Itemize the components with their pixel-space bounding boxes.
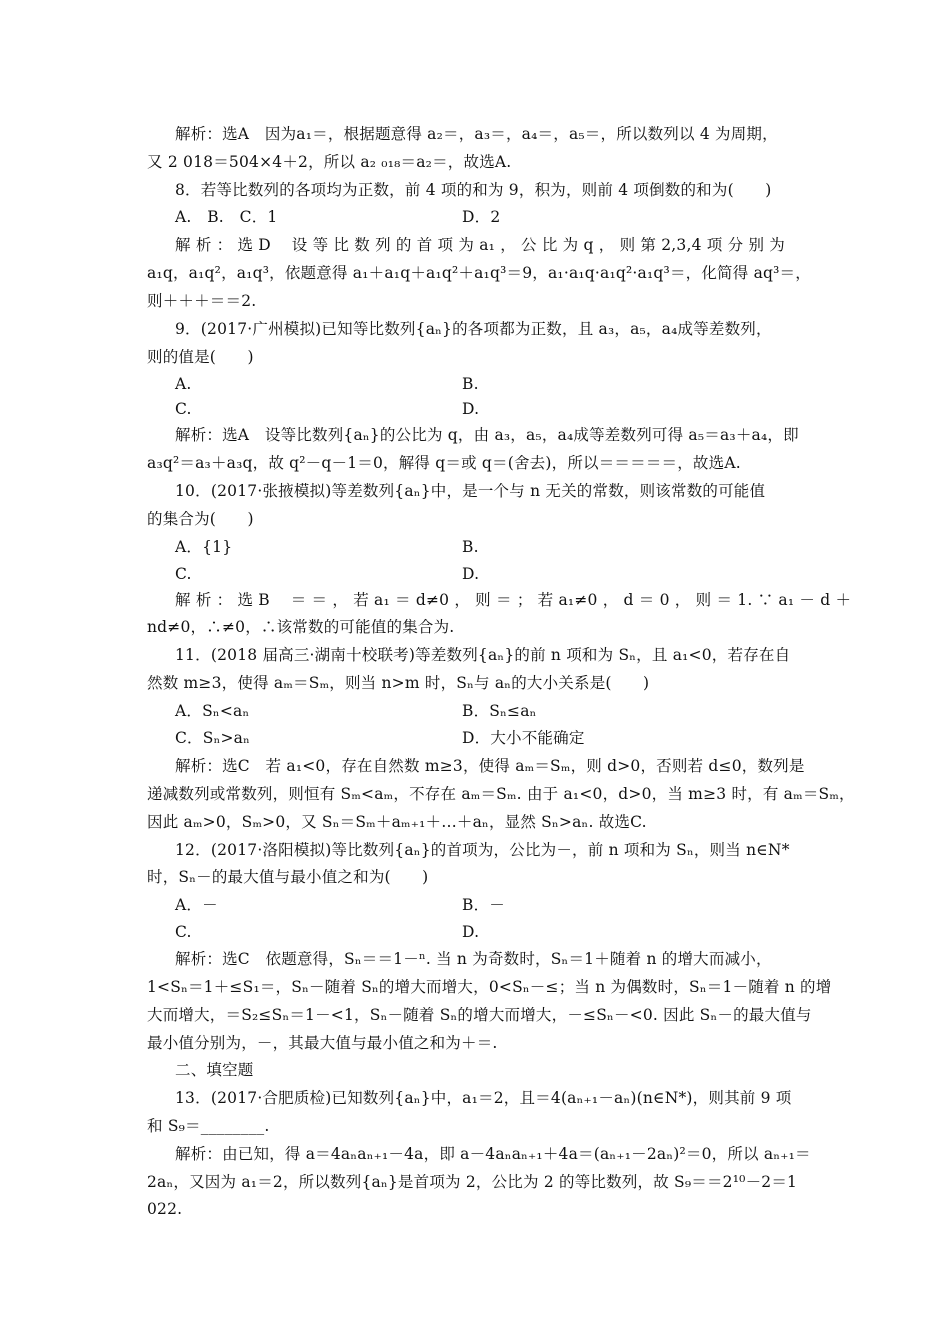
option-c: C.: [175, 923, 192, 941]
text-line: 1<Sₙ＝1＋≤S₁＝，Sₙ－随着 Sₙ的增大而增大，0<Sₙ－≤；当 n 为偶数时，Sₙ＝1－随着 n 的增: [147, 978, 832, 996]
text-line: a₃q²＝a₃＋a₃q，故 q²－q－1＝0，解得 q＝或 q＝(舍去)，所以＝＝＝＝＝，故选A.: [147, 454, 741, 472]
text-line: 10．(2017·张掖模拟)等差数列{aₙ}中，是一个与 n 无关的常数，则该常数的可能值: [175, 482, 766, 500]
option-b: B．－: [462, 896, 505, 914]
option-a: A.: [175, 375, 192, 393]
option-c: C．Sₙ>aₙ: [175, 729, 251, 747]
text-line: 9．(2017·广州模拟)已知等比数列{aₙ}的各项都为正数，且 a₃，a₅，a₄成等差数列，: [175, 320, 772, 338]
option-a: A．Sₙ<aₙ: [175, 702, 250, 720]
option-d: D.: [462, 400, 480, 418]
text-line: 因此 aₘ>0，Sₘ>0，又 Sₙ＝Sₘ＋aₘ₊₁＋…＋aₙ，显然 Sₙ>aₙ. 故选C.: [147, 813, 647, 831]
text-line: nd≠0，∴≠0，∴该常数的可能值的集合为.: [147, 618, 455, 636]
option-d: D.: [462, 923, 480, 941]
text-line: 13．(2017·合肥质检)已知数列{aₙ}中，a₁＝2，且＝4(aₙ₊₁－aₙ)(n∈N*)，则其前 9 项: [175, 1089, 792, 1107]
text-line: 11．(2018 届高三·湖南十校联考)等差数列{aₙ}的前 n 项和为 Sₙ，且 a₁<0，若存在自: [175, 646, 791, 664]
option-d: D．大小不能确定: [462, 729, 585, 747]
text-line: 解析：选C 依题意得，Sₙ＝＝1－ⁿ. 当 n 为奇数时，Sₙ＝1＋随着 n 的增大而减小，: [175, 950, 772, 968]
text-line: 的集合为( ): [147, 510, 254, 528]
option-c: C.: [175, 400, 192, 418]
text-line: 递减数列或常数列，则恒有 Sₘ<aₘ，不存在 aₘ＝Sₘ. 由于 a₁<0，d>0，当 m≥3 时，有 aₘ＝Sₘ，: [147, 785, 855, 803]
text-line: 解 析 ： 选 D 设 等 比 数 列 的 首 项 为 a₁ ， 公 比 为 q ， 则 第 2,3,4 项 分 别 为: [175, 236, 785, 254]
text-line: 12．(2017·洛阳模拟)等比数列{aₙ}的首项为，公比为－，前 n 项和为 Sₙ，则当 n∈N*: [175, 841, 790, 859]
text-line: 解析：选C 若 a₁<0，存在自然数 m≥3，使得 aₘ＝Sₘ，则 d>0，否则若 d≤0，数列是: [175, 757, 805, 775]
option-a: A．{1}: [175, 538, 233, 556]
text-line: 和 S₉＝________.: [147, 1117, 270, 1135]
text-line: 2aₙ，又因为 a₁＝2，所以数列{aₙ}是首项为 2，公比为 2 的等比数列，故 S₉＝＝2¹⁰－2＝1: [147, 1173, 798, 1191]
text-line: 又 2 018＝504×4＋2，所以 a₂ ₀₁₈＝a₂＝，故选A.: [147, 153, 512, 171]
option-b: B.: [462, 538, 479, 556]
text-line: 大而增大，＝S₂≤Sₙ＝1－<1，Sₙ－随着 Sₙ的增大而增大，－≤Sₙ－<0. 因此 Sₙ－的最大值与: [147, 1006, 812, 1024]
text-line: 解析：由已知，得 a＝4aₙaₙ₊₁－4a，即 a－4aₙaₙ₊₁＋4a＝(aₙ₊₁－2aₙ)²＝0，所以 aₙ₊₁＝: [175, 1145, 811, 1163]
text-line: A. B. C．1: [175, 208, 278, 226]
option-b: B．Sₙ≤aₙ: [462, 702, 537, 720]
text-line: 8．若等比数列的各项均为正数，前 4 项的和为 9，积为，则前 4 项倒数的和为( ): [175, 181, 772, 199]
text-line: 解 析 ： 选 B ＝ ＝ ， 若 a₁ ＝ d≠0 ， 则 ＝ ； 若 a₁≠0 ， d ＝ 0 ， 则 ＝ 1. ∵ a₁ － d ＋: [175, 591, 852, 609]
text-line: 则＋＋＋＝＝2.: [147, 292, 257, 310]
text-line: 时，Sₙ－的最大值与最小值之和为( ): [147, 868, 429, 886]
text-line: a₁q，a₁q²，a₁q³，依题意得 a₁＋a₁q＋a₁q²＋a₁q³＝9，a₁·a₁q·a₁q²·a₁q³＝，化简得 aq³＝，: [147, 264, 811, 282]
text-line: 最小值分别为，－，其最大值与最小值之和为＋＝.: [147, 1034, 498, 1052]
text-line: 解析：选A 因为a₁＝，根据题意得 a₂＝，a₃＝，a₄＝，a₅＝，所以数列以 4 为周期，: [175, 125, 778, 143]
text-line: D．2: [462, 208, 501, 226]
section-heading: 二、填空题: [175, 1061, 254, 1079]
option-a: A．－: [175, 896, 218, 914]
option-b: B.: [462, 375, 479, 393]
option-d: D.: [462, 565, 480, 583]
text-line: 解析：选A 设等比数列{aₙ}的公比为 q，由 a₃，a₅，a₄成等差数列可得 a₅＝a₃＋a₄，即: [175, 426, 799, 444]
text-line: 然数 m≥3，使得 aₘ＝Sₘ，则当 n>m 时，Sₙ与 aₙ的大小关系是( ): [147, 674, 650, 692]
text-line: 022.: [147, 1200, 183, 1218]
text-line: 则的值是( ): [147, 348, 254, 366]
option-c: C.: [175, 565, 192, 583]
